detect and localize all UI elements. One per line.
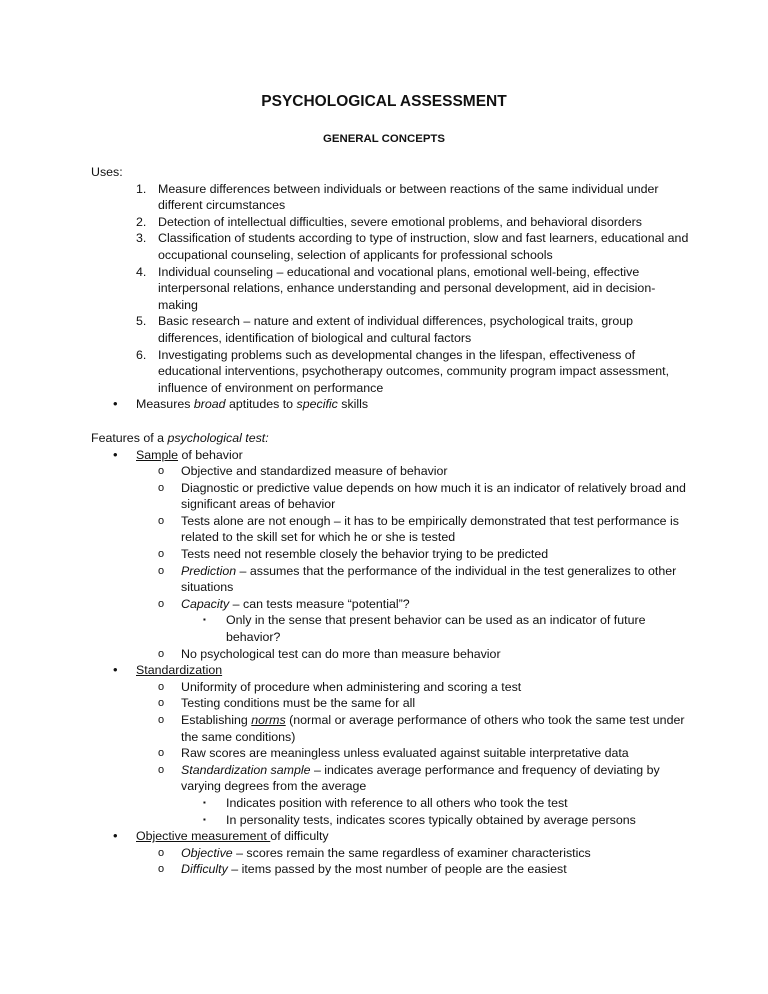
item-number: 4. [136, 264, 147, 279]
item-text: Investigating problems such as developmental changes in the lifespan, effectiveness of educational interventions, psychotherapy outcomes, community program impact assessment, influence of environment on performance [158, 347, 670, 395]
item-text: Measure differences between individuals or between reactions of the same individual under different circumstances [158, 181, 659, 213]
feature-objective: • Objective measurement of difficulty [91, 828, 691, 845]
circle-bullet-icon: o [158, 747, 165, 760]
item-number: 6. [136, 347, 147, 362]
item-number: 2. [136, 214, 147, 229]
sub-item: o Objective and standardized measure of behavior [158, 464, 448, 479]
square-bullet-icon: ▪ [203, 797, 206, 807]
feature-heading: Objective measurement [136, 829, 271, 844]
uses-item [91, 264, 691, 314]
item-text: Individual counseling – educational and vocational plans, emotional well-being, effective interpersonal relations, enhance understanding and personal development, aid in decision-making [158, 264, 656, 312]
sub-item: o Tests need not resemble closely the behavior trying to be predicted [158, 547, 549, 562]
sub-item: o Testing conditions must be the same for all [158, 696, 416, 711]
page-subtitle: GENERAL CONCEPTS [323, 133, 445, 145]
page-title: PSYCHOLOGICAL ASSESSMENT [261, 93, 507, 110]
circle-bullet-icon: o [158, 548, 165, 561]
feature-heading: Standardization [136, 663, 223, 678]
square-bullet-icon: ▪ [203, 814, 206, 824]
uses-bullet [91, 396, 691, 413]
sub-item: o Capacity – can tests measure “potential”? [158, 596, 410, 611]
circle-bullet-icon: o [158, 763, 165, 776]
sub-item: o Diagnostic or predictive value depends on how much it is an indicator of relatively broad and significant areas of behavior [158, 480, 686, 512]
circle-bullet-icon: o [158, 697, 165, 710]
feature-heading: Sample [136, 447, 179, 462]
sub-item: o Standardization sample – indicates average performance and frequency of deviating by varying degrees from the average [158, 762, 660, 794]
bullet-icon [113, 662, 136, 679]
item-number: 5. [136, 314, 147, 329]
item-number: 1. [136, 181, 147, 196]
circle-bullet-icon: o [158, 564, 165, 577]
uses-label: Uses: [91, 165, 123, 179]
bullet-icon [113, 396, 136, 413]
square-bullet-icon: ▪ [203, 615, 206, 625]
item-number: 3. [136, 231, 147, 246]
uses-item [91, 230, 691, 263]
item-text: Basic research – nature and extent of individual differences, psychological traits, group differences, identification of biological and cultural factors [158, 314, 634, 345]
sub-item: o Raw scores are meaningless unless evaluated against suitable interpretative data [158, 746, 629, 761]
sub-sub-item: ▪ Only in the sense that present behavior can be used as an indicator of future behavior? [203, 613, 646, 645]
sub-item: o No psychological test can do more than measure behavior [158, 646, 501, 661]
item-text: Classification of students according to type of instruction, slow and fast learners, educational and occupational counseling, selection of applicants for professional schools [158, 231, 689, 262]
sub-item: o Tests alone are not enough – it has to be empirically demonstrated that test performance is related to the skill set for which he or she is tested [158, 513, 679, 545]
document-body [91, 164, 691, 878]
features-label: Features of a psychological test: [91, 430, 269, 445]
uses-item [91, 313, 691, 346]
circle-bullet-icon: o [158, 514, 165, 527]
circle-bullet-icon: o [158, 680, 165, 693]
sub-item: o Establishing norms (normal or average performance of others who took the same test under the same conditions) [158, 713, 685, 744]
uses-item [91, 214, 691, 231]
feature-sample: • Sample of behavior [91, 447, 691, 464]
bullet-text: Measures broad aptitudes to specific skills [136, 397, 369, 412]
sub-item: o Difficulty – items passed by the most number of people are the easiest [158, 862, 567, 877]
circle-bullet-icon: o [158, 597, 165, 610]
sub-sub-item: ▪ Indicates position with reference to all others who took the test [203, 795, 568, 810]
sub-item: o Objective – scores remain the same regardless of examiner characteristics [158, 845, 591, 860]
circle-bullet-icon: o [158, 863, 165, 876]
bullet-icon [113, 828, 136, 845]
item-text: Detection of intellectual difficulties, severe emotional problems, and behavioral disorders [158, 214, 642, 229]
bullet-icon [113, 447, 136, 464]
circle-bullet-icon: o [158, 846, 165, 859]
sub-item: o Prediction – assumes that the performance of the individual in the test generalizes to other situations [158, 563, 677, 595]
uses-item [91, 181, 691, 214]
circle-bullet-icon: o [158, 465, 165, 478]
uses-item [91, 347, 691, 397]
feature-standardization [91, 662, 691, 679]
sub-sub-item: ▪ In personality tests, indicates scores typically obtained by average persons [203, 812, 636, 827]
circle-bullet-icon: o [158, 481, 165, 494]
sub-item: o Uniformity of procedure when administering and scoring a test [158, 679, 522, 694]
circle-bullet-icon: o [158, 647, 165, 660]
circle-bullet-icon: o [158, 714, 165, 726]
